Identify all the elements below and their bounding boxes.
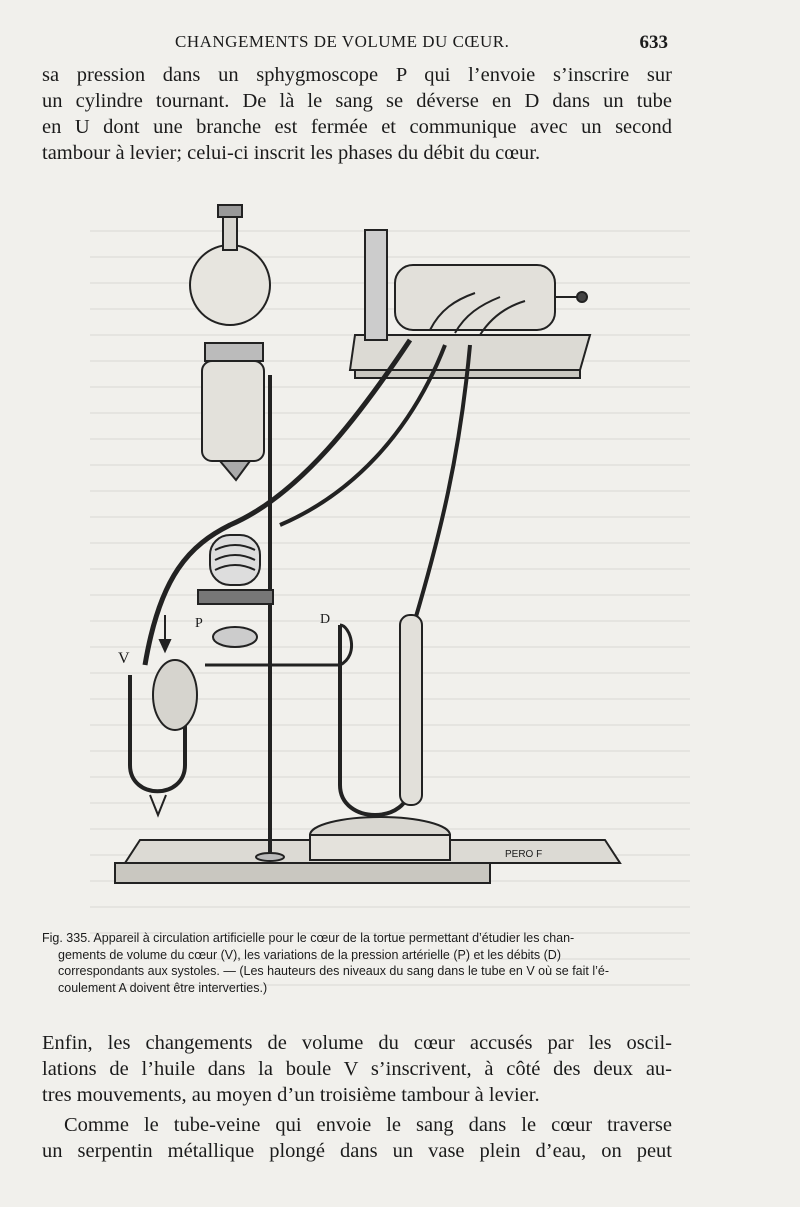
base-front: [115, 863, 490, 883]
stand-foot: [256, 853, 284, 861]
engraver-signature: PERO F: [505, 849, 543, 860]
flask-stopper: [218, 205, 242, 217]
valve-cup: [213, 627, 257, 647]
text-line: en U dont une branche est fermée et communique avec un second: [42, 116, 672, 138]
figure-apparatus: [110, 195, 650, 915]
tube-to-sphygmoscope: [145, 340, 410, 665]
drum-clockwork: [365, 230, 387, 340]
label-d: D: [320, 612, 331, 627]
paragraph-third: [42, 1112, 672, 1164]
flask-bulb: [190, 245, 270, 325]
figure-caption: [42, 930, 672, 996]
text-line: lations de l’huile dans la boule V s’inscrivent, à côté des deux au-: [42, 1058, 672, 1080]
bulb-v: [153, 660, 197, 730]
label-v: V: [118, 650, 130, 667]
tube-d-column: [400, 615, 422, 805]
text-line: tambour à levier; celui-ci inscrit les phases du débit du cœur.: [42, 142, 541, 164]
text-line: un cylindre tournant. De là le sang se déverse en D dans un tube: [42, 90, 672, 112]
text-line: Enfin, les changements de volume du cœur accusés par les oscil-: [42, 1032, 672, 1054]
caption-line: Fig. 335. Appareil à circulation artificielle pour le cœur de la tortue permettant d’étudier les chan-: [42, 931, 575, 945]
flow-arrow-head: [160, 640, 170, 651]
running-title: CHANGEMENTS DE VOLUME DU CŒUR.: [175, 32, 510, 51]
text-line: tres mouvements, au moyen d’un troisième tambour à levier.: [42, 1084, 540, 1106]
text-line: Comme le tube-veine qui envoie le sang dans le cœur traverse: [64, 1114, 672, 1136]
flask-collar: [205, 343, 263, 361]
apparatus-illustration: [110, 195, 650, 915]
page-number: 633: [639, 32, 668, 53]
outlet-v: [150, 795, 166, 815]
heart-chamber: [210, 535, 260, 585]
caption-line: coulement A doivent être interverties.): [58, 980, 268, 995]
caption-line: gements de volume du cœur (V), les variations de la pression artérielle (P) et les débits (D): [58, 947, 561, 962]
clamp-plate: [198, 590, 273, 604]
paragraph-second: [42, 1030, 672, 1108]
text-line: sa pression dans un sphygmoscope P qui l’envoie s’inscrire sur: [42, 64, 672, 86]
running-head: [50, 30, 670, 56]
reservoir-outlet: [220, 461, 250, 480]
basin-body: [310, 835, 450, 860]
text-line: un serpentin métallique plongé dans un vase plein d’eau, on peut: [42, 1140, 672, 1162]
drum-knob: [577, 292, 587, 302]
caption-line: correspondants aux systoles. — (Les hauteurs des niveaux du sang dans le tube en V où se fait l’é-: [58, 964, 610, 978]
label-p: P: [195, 616, 203, 631]
tube-to-d: [415, 345, 470, 620]
recording-drum: [395, 265, 555, 330]
paragraph-top: [42, 62, 672, 166]
reservoir-jar: [202, 361, 264, 461]
